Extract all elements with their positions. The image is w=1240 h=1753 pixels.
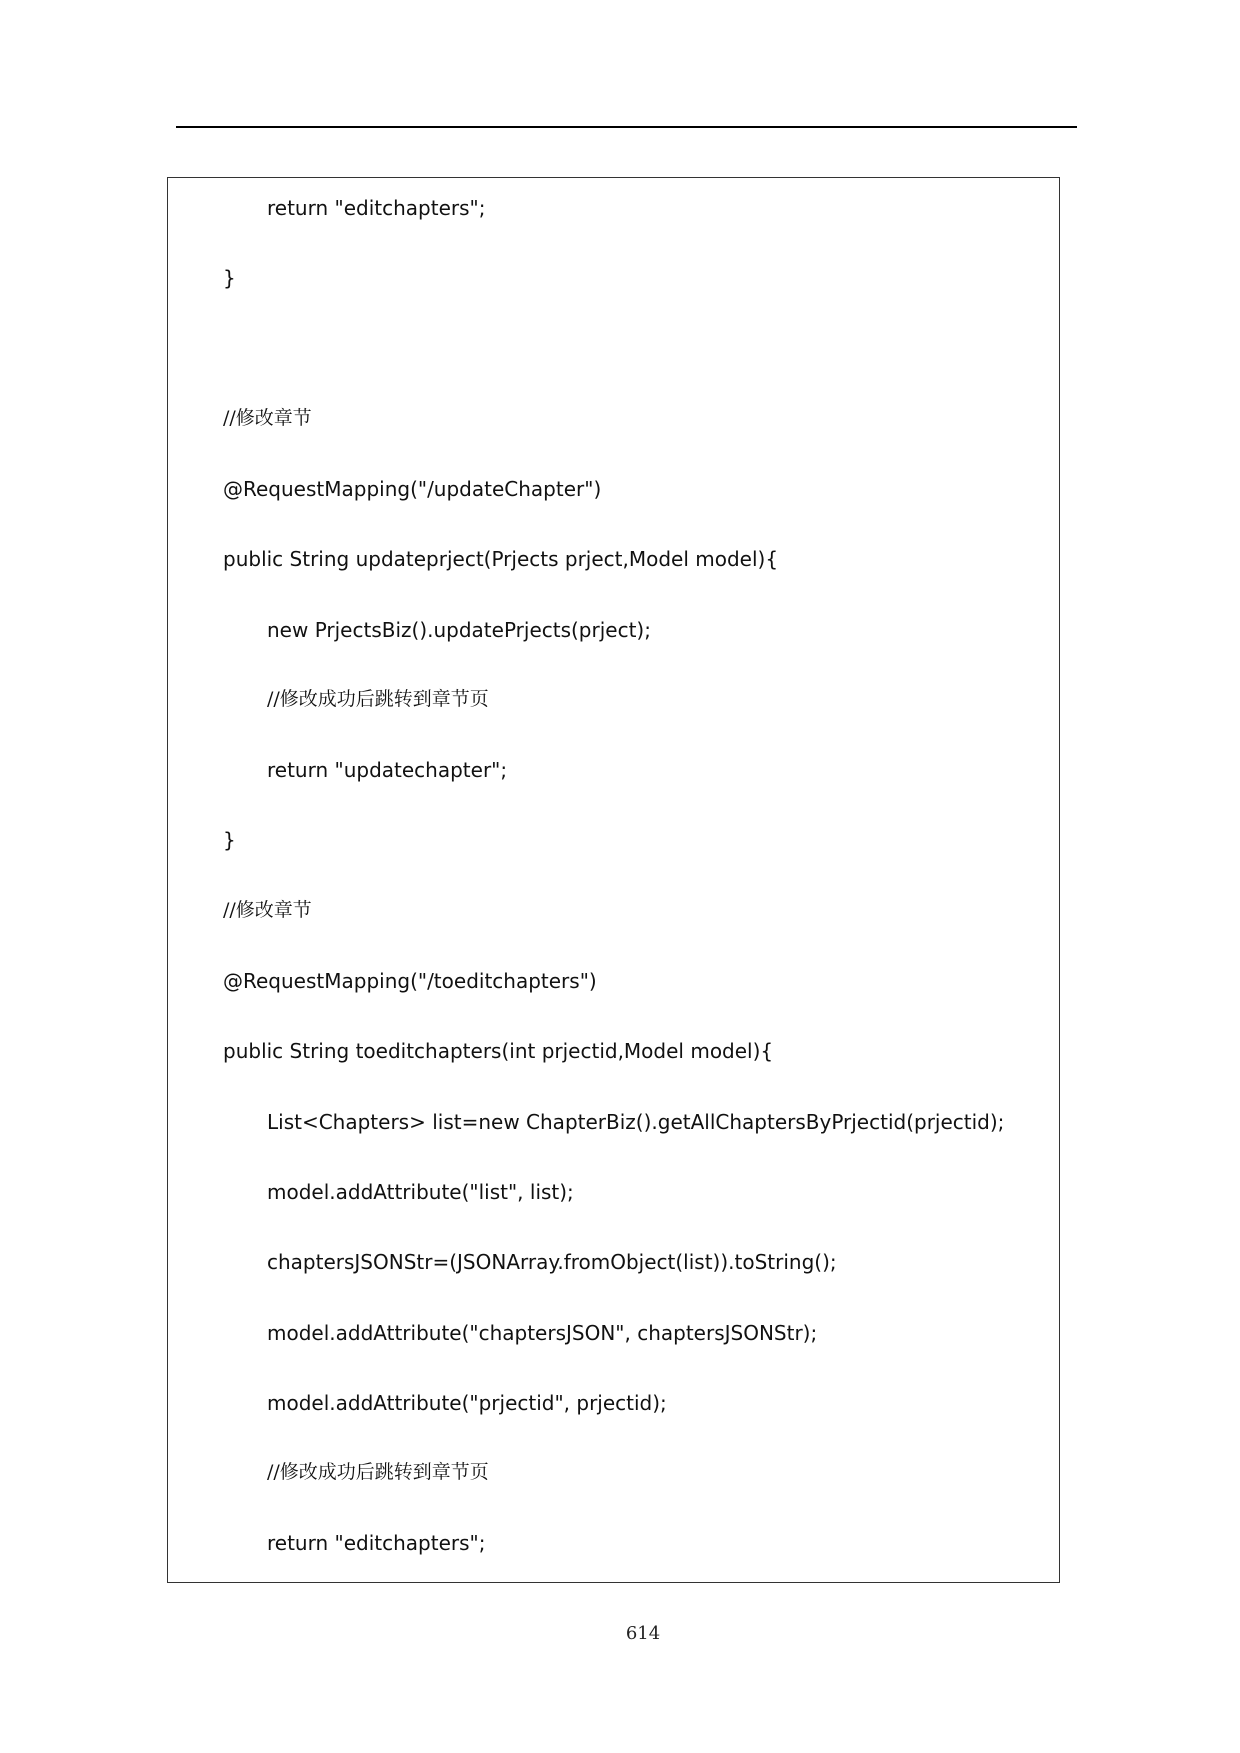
code-listing-box <box>167 177 1060 1583</box>
code-line: model.addAttribute("chaptersJSON", chaptersJSONStr); <box>267 1321 818 1345</box>
code-line: model.addAttribute("prjectid", prjectid); <box>267 1391 667 1415</box>
code-line: @RequestMapping("/updateChapter") <box>223 477 602 501</box>
code-line: return "editchapters"; <box>267 196 486 220</box>
code-line: } <box>223 828 236 852</box>
code-line: return "editchapters"; <box>267 1531 486 1555</box>
code-line: return "updatechapter"; <box>267 758 508 782</box>
code-comment: //修改章节 <box>223 407 312 429</box>
code-line: new PrjectsBiz().updatePrjects(prject); <box>267 618 651 642</box>
code-comment: //修改章节 <box>223 899 312 921</box>
code-line: @RequestMapping("/toeditchapters") <box>223 969 597 993</box>
code-line: public String toeditchapters(int prjectid,Model model){ <box>223 1039 774 1063</box>
code-line: chaptersJSONStr=(JSONArray.fromObject(list)).toString(); <box>267 1250 837 1274</box>
code-comment: //修改成功后跳转到章节页 <box>267 688 489 710</box>
code-line: } <box>223 266 236 290</box>
header-rule <box>176 126 1077 128</box>
code-line: public String updateprject(Prjects prject,Model model){ <box>223 547 779 571</box>
code-line: List<Chapters> list=new ChapterBiz().getAllChaptersByPrjectid(prjectid); <box>267 1110 1005 1134</box>
code-line: model.addAttribute("list", list); <box>267 1180 574 1204</box>
code-comment: //修改成功后跳转到章节页 <box>267 1461 489 1483</box>
page-number: 614 <box>625 1623 661 1644</box>
